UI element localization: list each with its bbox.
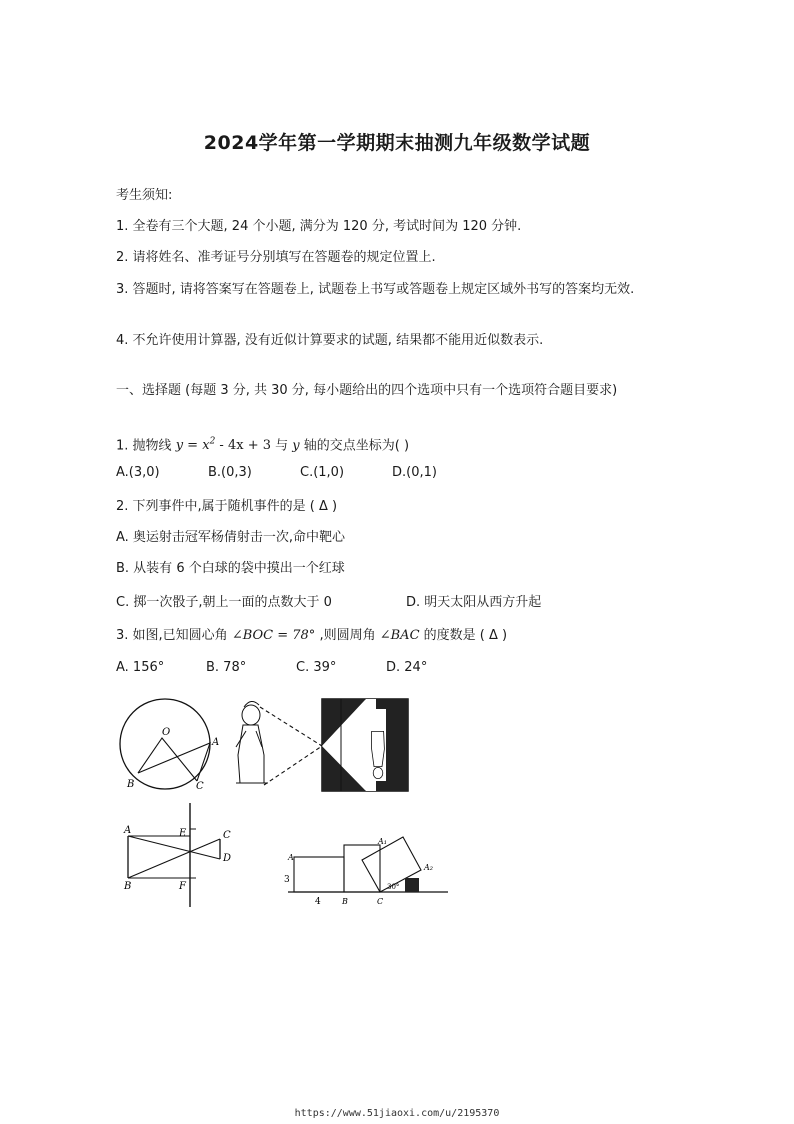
person-figure — [236, 701, 268, 783]
question-1-options — [116, 465, 437, 480]
label-width-4: 4 — [315, 897, 321, 907]
inscribed-angle-lines — [138, 743, 210, 781]
q3-option-b: B. 78° — [206, 660, 247, 675]
projection-line-top — [260, 707, 322, 746]
question-2-stem: 2. 下列事件中,属于随机事件的是 ( Δ ) — [116, 499, 338, 514]
notice-item-1: 1. 全卷有三个大题, 24 个小题, 满分为 120 分, 考试时间为 120 分钟. — [116, 219, 522, 234]
label-b: B — [127, 779, 135, 790]
central-angle-lines — [138, 738, 197, 781]
section-heading: 一、选择题 (每题 3 分, 共 30 分, 每小题给出的四个选项中只有一个选项符合题目要求) — [116, 383, 618, 398]
page-title: 2024学年第一学期期末抽测九年级数学试题 — [203, 132, 591, 154]
label-a2: A₂ — [424, 863, 433, 872]
block — [405, 878, 419, 892]
label-b: B — [342, 897, 348, 906]
label-c: C — [377, 897, 384, 906]
label-a1: A₁ — [378, 837, 387, 846]
label-a: A — [288, 853, 294, 862]
label-f: F — [179, 881, 186, 892]
footer-watermark-url[interactable]: https://www.51jiaoxi.com/u/2195370 — [294, 1108, 500, 1119]
q1-option-d: D.(0,1) — [392, 465, 437, 480]
circle-outline — [120, 699, 210, 789]
q3-angle-bac: ∠BAC — [379, 628, 420, 643]
figure-cross — [116, 803, 246, 908]
line-b-c — [128, 839, 220, 878]
rect-original — [294, 857, 344, 892]
question-3-stem: 3. 如图,已知圆心角 ∠BOC = 78° ,则圆周角 ∠BAC 的度数是 ( Δ ) — [116, 628, 508, 643]
label-c: C — [196, 781, 204, 792]
q1-formula: $y = x^2 - 4x + 3$ — [175, 437, 271, 454]
q2-option-c: C. 掷一次骰子,朝上一面的点数大于 0 — [116, 595, 332, 610]
notice-item-3: 3. 答题时, 请将答案写在答题卷上, 试题卷上书写或答题卷上规定区域外书写的答案均无效. — [116, 282, 635, 297]
q2-option-b: B. 从装有 6 个白球的袋中摸出一个红球 — [116, 561, 345, 576]
q3-option-a: A. 156° — [116, 660, 165, 675]
label-d: D — [223, 853, 232, 864]
figure-rectangle-rotation — [280, 830, 455, 910]
q2-option-d: D. 明天太阳从西方升起 — [406, 595, 542, 610]
q2-options-cd — [116, 591, 541, 610]
question-1-stem: 1. 抛物线 $y = x^2 - 4x + 3$ 与 y 轴的交点坐标为( ) — [116, 437, 410, 454]
q1-prefix: 1. 抛物线 — [116, 438, 172, 454]
label-height-3: 3 — [284, 875, 290, 885]
line-a-d — [128, 836, 220, 859]
rect-standing — [344, 845, 380, 892]
q3-option-d: D. 24° — [386, 660, 428, 675]
label-e: E — [179, 828, 187, 839]
notice-item-4: 4. 不允许使用计算器, 没有近似计算要求的试题, 结果都不能用近似数表示. — [116, 333, 544, 348]
label-a: A — [212, 737, 220, 748]
question-3-options — [116, 660, 427, 675]
q2-option-a: A. 奥运射击冠军杨倩射击一次,命中靶心 — [116, 530, 346, 545]
q1-option-b: B.(0,3) — [208, 465, 252, 480]
projection-line-bottom — [264, 746, 322, 785]
notice-item-2: 2. 请将姓名、准考证号分别填写在答题卷的规定位置上. — [116, 250, 436, 265]
notice-heading: 考生须知: — [116, 188, 173, 203]
label-c: C — [223, 830, 231, 841]
q1-option-a: A.(3,0) — [116, 465, 160, 480]
label-b: B — [124, 881, 132, 892]
label-angle-30: 30° — [387, 883, 400, 891]
figure-projection — [226, 695, 416, 795]
figure-circle — [112, 695, 222, 795]
q3-option-c: C. 39° — [296, 660, 337, 675]
label-a: A — [124, 825, 132, 836]
q1-option-c: C.(1,0) — [300, 465, 345, 480]
q3-angle-boc: ∠BOC = 78° — [231, 628, 316, 643]
label-o: O — [162, 727, 171, 738]
